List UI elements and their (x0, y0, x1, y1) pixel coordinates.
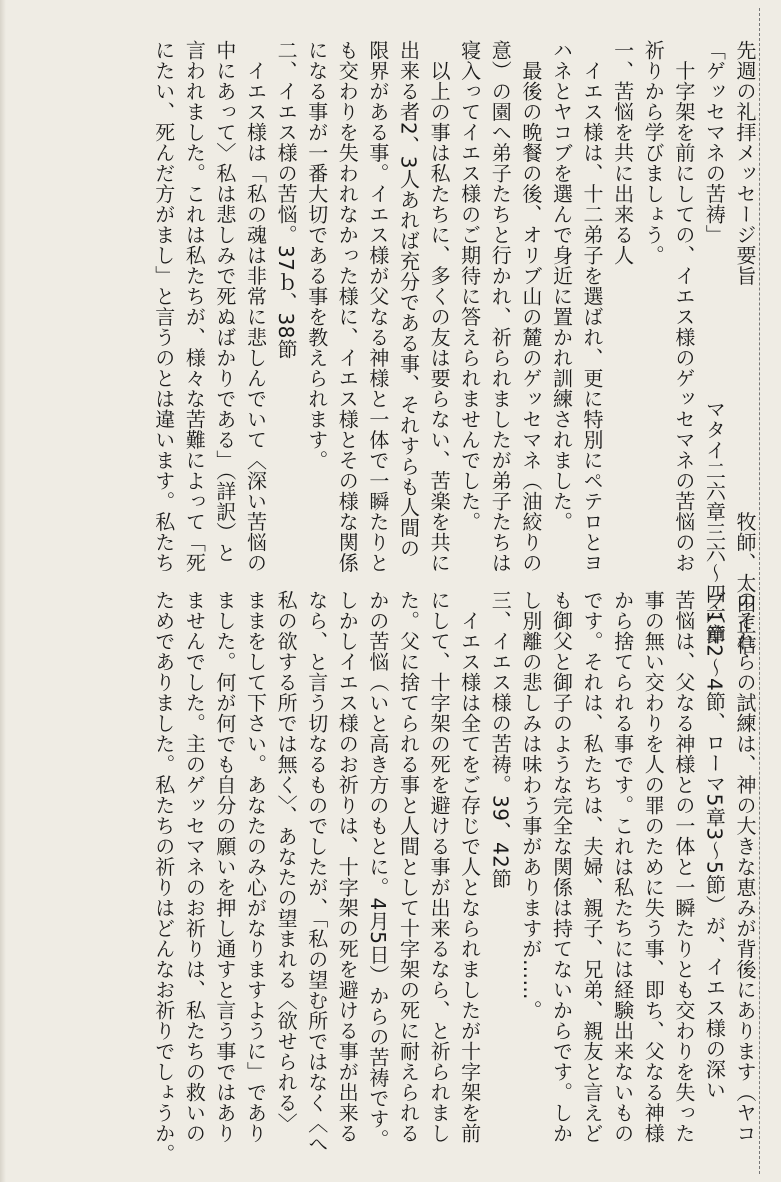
text-line: ませんでした。主のゲッセマネのお祈りは、私たちの救いの (182, 590, 207, 1144)
text-line: 寝入ってイエス様のご期待に答えられませんでした。 (457, 40, 482, 532)
message-bottom-block (30, 590, 760, 1164)
text-line: 二、イエス様の苦悩。37ｂ、38節 (274, 40, 299, 360)
text-line: から捨てられる事です。これは私たちには経験出来ないもの (610, 590, 635, 1144)
text-line: ためでありました。私たちの祈りはどんなお祈りでしょうか。 (151, 590, 176, 1164)
text-line: 以上の事は私たちに、多くの友は要らない、苦楽を共に (427, 40, 452, 573)
text-line: 「ゲッセマネの苦祷」 マタイ二六章三六～四六節 (702, 40, 727, 645)
text-line: です。それは、私たちは、夫婦、親子、兄弟、親友と言えど (580, 590, 605, 1144)
text-line: ままをして下さい。あなたのみ心がなりますように」であり (243, 590, 268, 1144)
text-line: 一、苦悩を共に出来る人 (610, 40, 635, 266)
text-line: 三、イエス様の苦祷。39、42節 (488, 590, 513, 889)
text-line: た。父に捨てられる事と人間として十字架の死に耐えられる (396, 590, 421, 1144)
text-line: しかしイエス様のお祈りは、十字架の死を避ける事が出来る (335, 590, 360, 1144)
text-line: になる事が一番大切である事を教えられます。 (304, 40, 329, 471)
text-line: も交わりを失われなかった様に、イエス様とその様な関係 (335, 40, 360, 573)
text-line: ハネとヤコブを選んで身近に置かれ訓練されました。 (549, 40, 574, 532)
text-line: 先週の礼拝メッセージ要旨 牧師、太田正信 (733, 40, 757, 655)
text-line: にして、十字架の死を避ける事が出来るなら、と祈られまし (427, 590, 452, 1144)
text-line: 限界がある事。イエス様が父なる神様と一体で一瞬たりと (365, 40, 390, 573)
text-line: 意）の園へ弟子たちと行かれ、祈られましたが弟子たちは (488, 40, 513, 573)
text-line: にたい、死んだ方がまし」と言うのとは違います。私たち (151, 40, 176, 573)
text-line: 私の欲する所では無く〉、あなたの望まれる〈欲せられる〉 (274, 590, 299, 1134)
text-line: も御父と御子のような完全な関係は持てないからです。しか (549, 590, 574, 1144)
message-top-block (30, 40, 760, 655)
text-line: のそれらの試練は、神の大きな恵みが背後にあります（ヤコ (733, 590, 757, 1144)
text-line: 苦悩は、父なる神様との一体と一瞬たりとも交わりを失った (671, 590, 696, 1144)
text-line: イエス様は「私の魂は非常に悲しんでいて〈深い苦悩の (243, 40, 268, 573)
text-line: 言われました。これは私たちが、様々な苦難によって「死 (182, 40, 207, 573)
text-line: 祈りから学びましょう。 (641, 40, 666, 266)
text-line: し別離の悲しみは味わう事がありますが……。 (518, 590, 543, 1021)
text-line: 最後の晩餐の後、オリブ山の麓のゲッセマネ（油絞りの (518, 40, 543, 573)
text-line: ブ1章2～4節、ローマ5章3～5節）が、イエス様の深い (702, 590, 727, 1100)
text-line: ました。何が何でも自分の願いを押し通すと言う事ではあり (212, 590, 237, 1144)
text-line: なら、と言う切なるものでしたが、「私の望む所ではなく〈へ (304, 590, 329, 1154)
text-line: 十字架を前にしての、イエス様のゲッセマネの苦悩のお (671, 40, 696, 573)
text-line: イエス様は全てをご存じで人となられましたが十字架を前 (457, 590, 482, 1144)
text-line: 事の無い交わりを人の罪のために失う事、即ち、父なる神様 (641, 590, 666, 1144)
text-line: 出来る者2、3人あれば充分である事、それすらも人間の (396, 40, 421, 559)
text-line: 中にあって〉私は悲しみで死ぬばかりである」（詳訳）と (212, 40, 237, 563)
text-line: イエス様は、十二弟子を選ばれ、更に特別にペテロとヨ (580, 40, 605, 573)
text-line: かの苦悩（いと高き方のもとに。4月5日）からの苦祷です。 (365, 590, 390, 1150)
scan-edge (0, 0, 6, 1182)
